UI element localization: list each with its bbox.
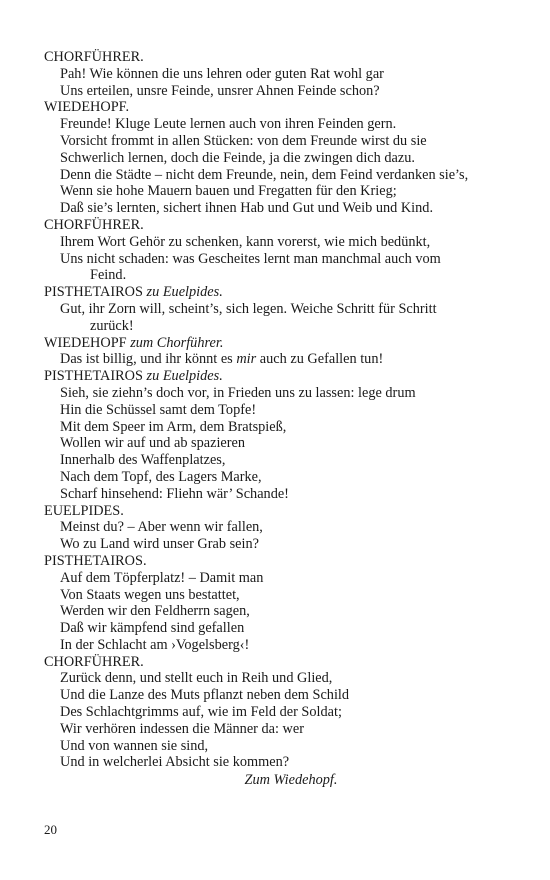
line-text: Wo zu Land wird unser Grab sein? xyxy=(60,536,259,553)
verse-line xyxy=(44,301,514,318)
stage-direction: Zum Wiedehopf. xyxy=(244,772,338,788)
verse-line xyxy=(44,318,514,335)
verse-line xyxy=(44,519,514,536)
verse-line xyxy=(44,267,514,284)
verse-line xyxy=(44,435,514,452)
line-text: PISTHETAIROS xyxy=(44,284,143,301)
line-text: CHORFÜHRER. xyxy=(44,49,144,65)
verse-line xyxy=(44,738,514,755)
italic-text: zu Euelpides. xyxy=(146,284,223,301)
line-text: Innerhalb des Waffenplatzes, xyxy=(60,452,226,469)
line-text: Scharf hinsehend: Fliehn wär’ Schande! xyxy=(60,485,289,502)
verse-line xyxy=(44,133,514,150)
line-text: Nach dem Topf, des Lagers Marke, xyxy=(60,468,262,485)
line-text: Ihrem Wort Gehör zu schenken, kann vorerst, wie mich bedünkt, xyxy=(60,233,431,250)
line-text: Hin die Schüssel samt dem Topfe! xyxy=(60,401,257,418)
line-text: CHORFÜHRER. xyxy=(44,216,144,233)
verse-line xyxy=(44,754,514,771)
line-text: Wollen wir auf und ab spazieren xyxy=(60,435,246,452)
verse-line xyxy=(44,452,514,469)
verse-line xyxy=(44,116,514,133)
verse-line xyxy=(44,469,514,486)
verse-line xyxy=(44,637,514,654)
line-text: PISTHETAIROS xyxy=(44,368,143,385)
line-text: Des Schlachtgrimms auf, wie im Feld der Soldat; xyxy=(60,704,342,721)
line-text: Freunde! Kluge Leute lernen auch von ihren Feinden gern. xyxy=(60,116,397,133)
line-text: Wir verhören indessen die Männer da: wer xyxy=(60,720,304,737)
speaker-line xyxy=(44,503,514,520)
speaker-line xyxy=(44,654,514,671)
line-text: Pah! Wie können die uns lehren oder guten Rat wohl gar xyxy=(60,65,384,82)
speaker-line xyxy=(44,99,514,116)
line-text: Denn die Städte – nicht dem Freunde, nein, dem Feind verdanken sie’s, xyxy=(60,166,469,183)
speaker-line xyxy=(44,553,514,570)
verse-line xyxy=(44,570,514,587)
line-text: Uns nicht schaden: was Gescheites lernt man manchmal auch vom xyxy=(60,250,441,267)
verse-line xyxy=(44,670,514,687)
verse-line xyxy=(44,587,514,604)
italic-text: zum Chorführer. xyxy=(130,334,224,351)
line-text: Und die Lanze des Muts pflanzt neben dem Schild xyxy=(60,687,350,704)
line-text: zurück! xyxy=(90,317,134,334)
line-text: Von Staats wegen uns bestattet, xyxy=(60,586,240,603)
verse-line xyxy=(44,183,514,200)
line-text: Schwerlich lernen, doch die Feinde, ja die zwingen dich dazu. xyxy=(60,149,415,166)
page-number: 20 xyxy=(44,822,57,837)
line-text-after: auch zu Gefallen tun! xyxy=(259,351,384,368)
verse-line xyxy=(44,603,514,620)
line-text: WIEDEHOPF. xyxy=(44,99,130,116)
line-text: Daß sie’s lernten, sichert ihnen Hab und Gut und Weib und Kind. xyxy=(60,200,434,217)
verse-line xyxy=(44,721,514,738)
play-text xyxy=(44,49,514,771)
verse-line xyxy=(44,486,514,503)
verse-line xyxy=(44,419,514,436)
verse-line xyxy=(44,385,514,402)
italic-text: mir xyxy=(236,351,257,368)
italic-text: zu Euelpides. xyxy=(146,368,223,385)
verse-line xyxy=(44,351,514,368)
line-text: Auf dem Töpferplatz! – Damit man xyxy=(60,569,264,586)
verse-line xyxy=(44,704,514,721)
line-text: EUELPIDES. xyxy=(44,502,124,519)
speaker-line xyxy=(44,49,514,66)
line-text: Sieh, sie ziehn’s doch vor, in Frieden uns zu lassen: lege drum xyxy=(60,384,416,401)
line-text: Meinst du? – Aber wenn wir fallen, xyxy=(60,519,263,536)
speaker-line xyxy=(44,217,514,234)
line-text: Vorsicht frommt in allen Stücken: von dem Freunde wirst du sie xyxy=(60,132,427,149)
line-text: CHORFÜHRER. xyxy=(44,653,144,670)
verse-line xyxy=(44,234,514,251)
line-text: PISTHETAIROS. xyxy=(44,552,147,569)
speaker-line xyxy=(44,368,514,385)
line-text: Und in welcherlei Absicht sie kommen? xyxy=(60,754,290,771)
line-text: Daß wir kämpfend sind gefallen xyxy=(60,620,245,637)
verse-line xyxy=(44,150,514,167)
line-text: WIEDEHOPF xyxy=(44,334,127,351)
line-text: Gut, ihr Zorn will, scheint’s, sich legen. Weiche Schritt für Schritt xyxy=(60,300,437,317)
verse-line xyxy=(44,251,514,268)
verse-line xyxy=(44,620,514,637)
speaker-line xyxy=(44,284,514,301)
verse-line xyxy=(44,402,514,419)
verse-line xyxy=(44,200,514,217)
verse-line xyxy=(44,83,514,100)
line-text: In der Schlacht am ›Vogelsberg‹! xyxy=(60,636,250,653)
speaker-line xyxy=(44,335,514,352)
line-text: Feind. xyxy=(90,267,127,284)
line-text: Das ist billig, und ihr könnt es xyxy=(60,351,233,368)
verse-line xyxy=(44,167,514,184)
line-text: Uns erteilen, unsre Feinde, unsrer Ahnen Feinde schon? xyxy=(60,82,380,99)
verse-line xyxy=(44,687,514,704)
line-text: Werden wir den Feldherrn sagen, xyxy=(60,603,250,620)
line-text: Und von wannen sie sind, xyxy=(60,737,209,754)
verse-line xyxy=(44,536,514,553)
line-text: Zurück denn, und stellt euch in Reih und Glied, xyxy=(60,670,333,687)
line-text: Wenn sie hohe Mauern bauen und Fregatten für den Krieg; xyxy=(60,183,397,200)
line-text: Mit dem Speer im Arm, dem Bratspieß, xyxy=(60,418,287,435)
verse-line xyxy=(44,66,514,83)
